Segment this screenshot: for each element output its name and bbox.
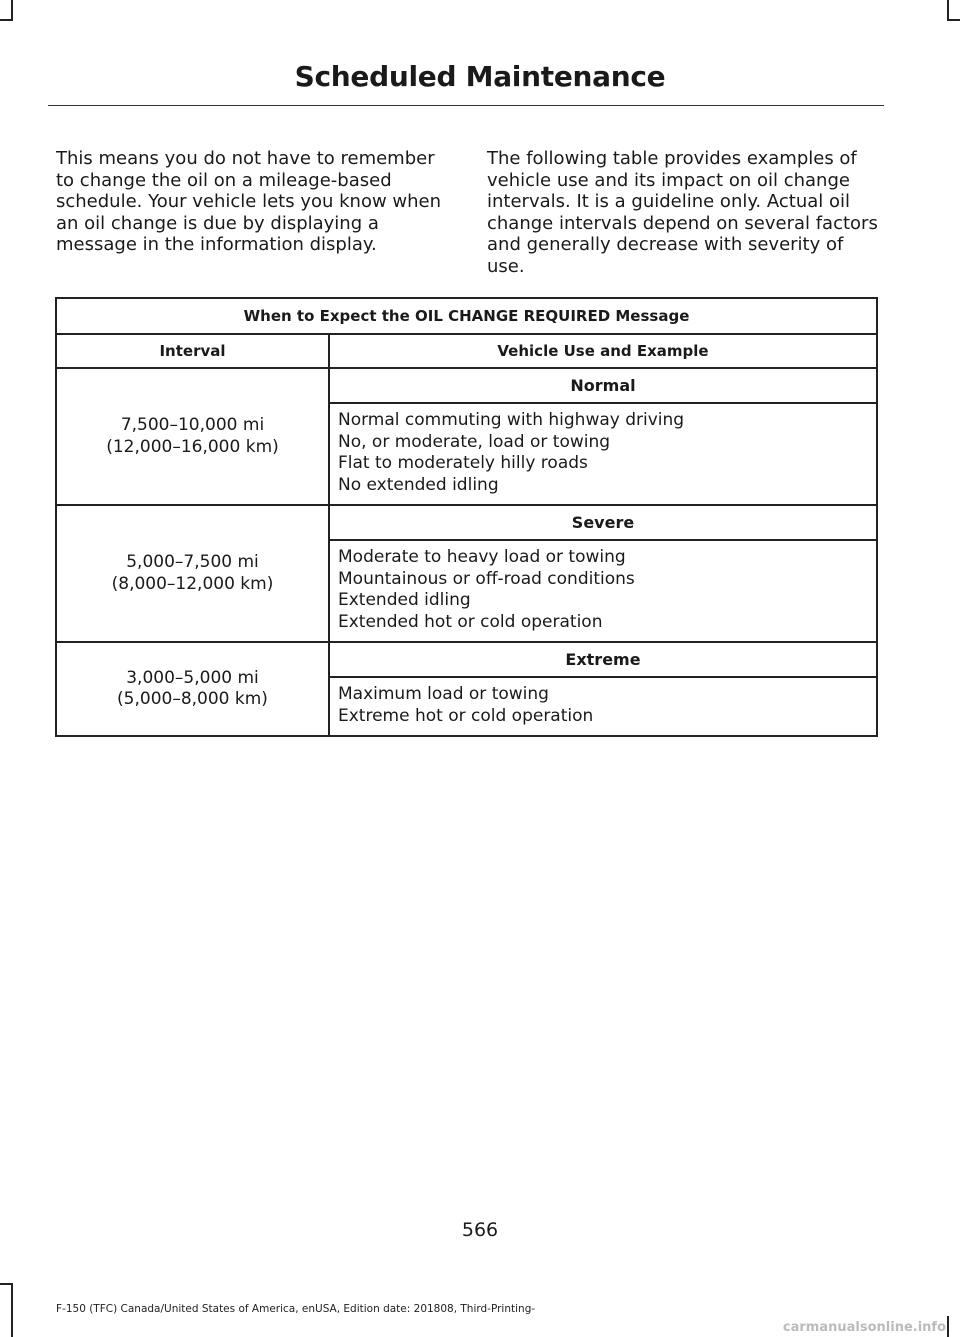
title-divider [48,105,884,106]
crop-mark [947,1316,949,1337]
use-item: Flat to moderately hilly roads [338,453,588,473]
edition-footer: F-150 (TFC) Canada/United States of America, enUSA, Edition date: 201808, Third-Printing- [56,1303,536,1315]
body-paragraph-right: The following table provides examples of vehicle use and its impact on oil change intervals. It is a guideline only. Actual oil change intervals depend on several factors and generally decrease with severity of use. [487,148,878,277]
interval-miles: 7,500–10,000 mi [120,415,265,435]
column-header-vehicle-use: Vehicle Use and Example [329,334,877,368]
table-title: When to Expect the OIL CHANGE REQUIRED Message [56,298,877,334]
vehicle-use-cell [329,403,877,505]
use-item: Mountainous or off-road conditions [338,568,635,589]
body-paragraph-left: This means you do not have to remember to change the oil on a mileage-based schedule. Your vehicle lets you know when an oil change is due by displaying a message in the information display. [56,148,442,255]
severity-label: Severe [329,505,877,540]
use-item: No extended idling [338,474,499,495]
crop-mark [0,19,13,21]
interval-cell [56,368,329,505]
column-header-interval: Interval [56,334,329,368]
use-item: Extended hot or cold operation [338,611,603,632]
interval-cell [56,505,329,642]
interval-km: (5,000–8,000 km) [117,689,268,709]
page-number: 566 [461,1219,499,1241]
severity-label: Extreme [329,642,877,677]
interval-km: (12,000–16,000 km) [106,436,279,457]
oil-change-table [55,297,878,737]
table-row-severe [56,505,877,540]
use-item: Moderate to heavy load or towing [338,547,626,567]
vehicle-use-cell [329,540,877,642]
vehicle-use-cell [329,677,877,736]
use-item: No, or moderate, load or towing [338,431,611,452]
interval-cell [56,642,329,736]
crop-mark [947,0,949,20]
interval-miles: 5,000–7,500 mi [126,552,259,572]
crop-mark [11,1283,13,1337]
crop-mark [11,0,13,20]
use-item: Extended idling [338,590,471,610]
use-item: Extreme hot or cold operation [338,705,594,726]
crop-mark [947,19,960,21]
use-item: Maximum load or towing [338,684,549,704]
page-title: Scheduled Maintenance [294,60,666,93]
watermark: carmanualsonline.info [782,1320,946,1335]
interval-km: (8,000–12,000 km) [111,573,274,594]
table-row-extreme [56,642,877,677]
use-item: Normal commuting with highway driving [338,410,685,430]
interval-miles: 3,000–5,000 mi [126,667,259,688]
crop-mark [0,1283,13,1285]
severity-label: Normal [329,368,877,403]
table-row-normal [56,368,877,403]
